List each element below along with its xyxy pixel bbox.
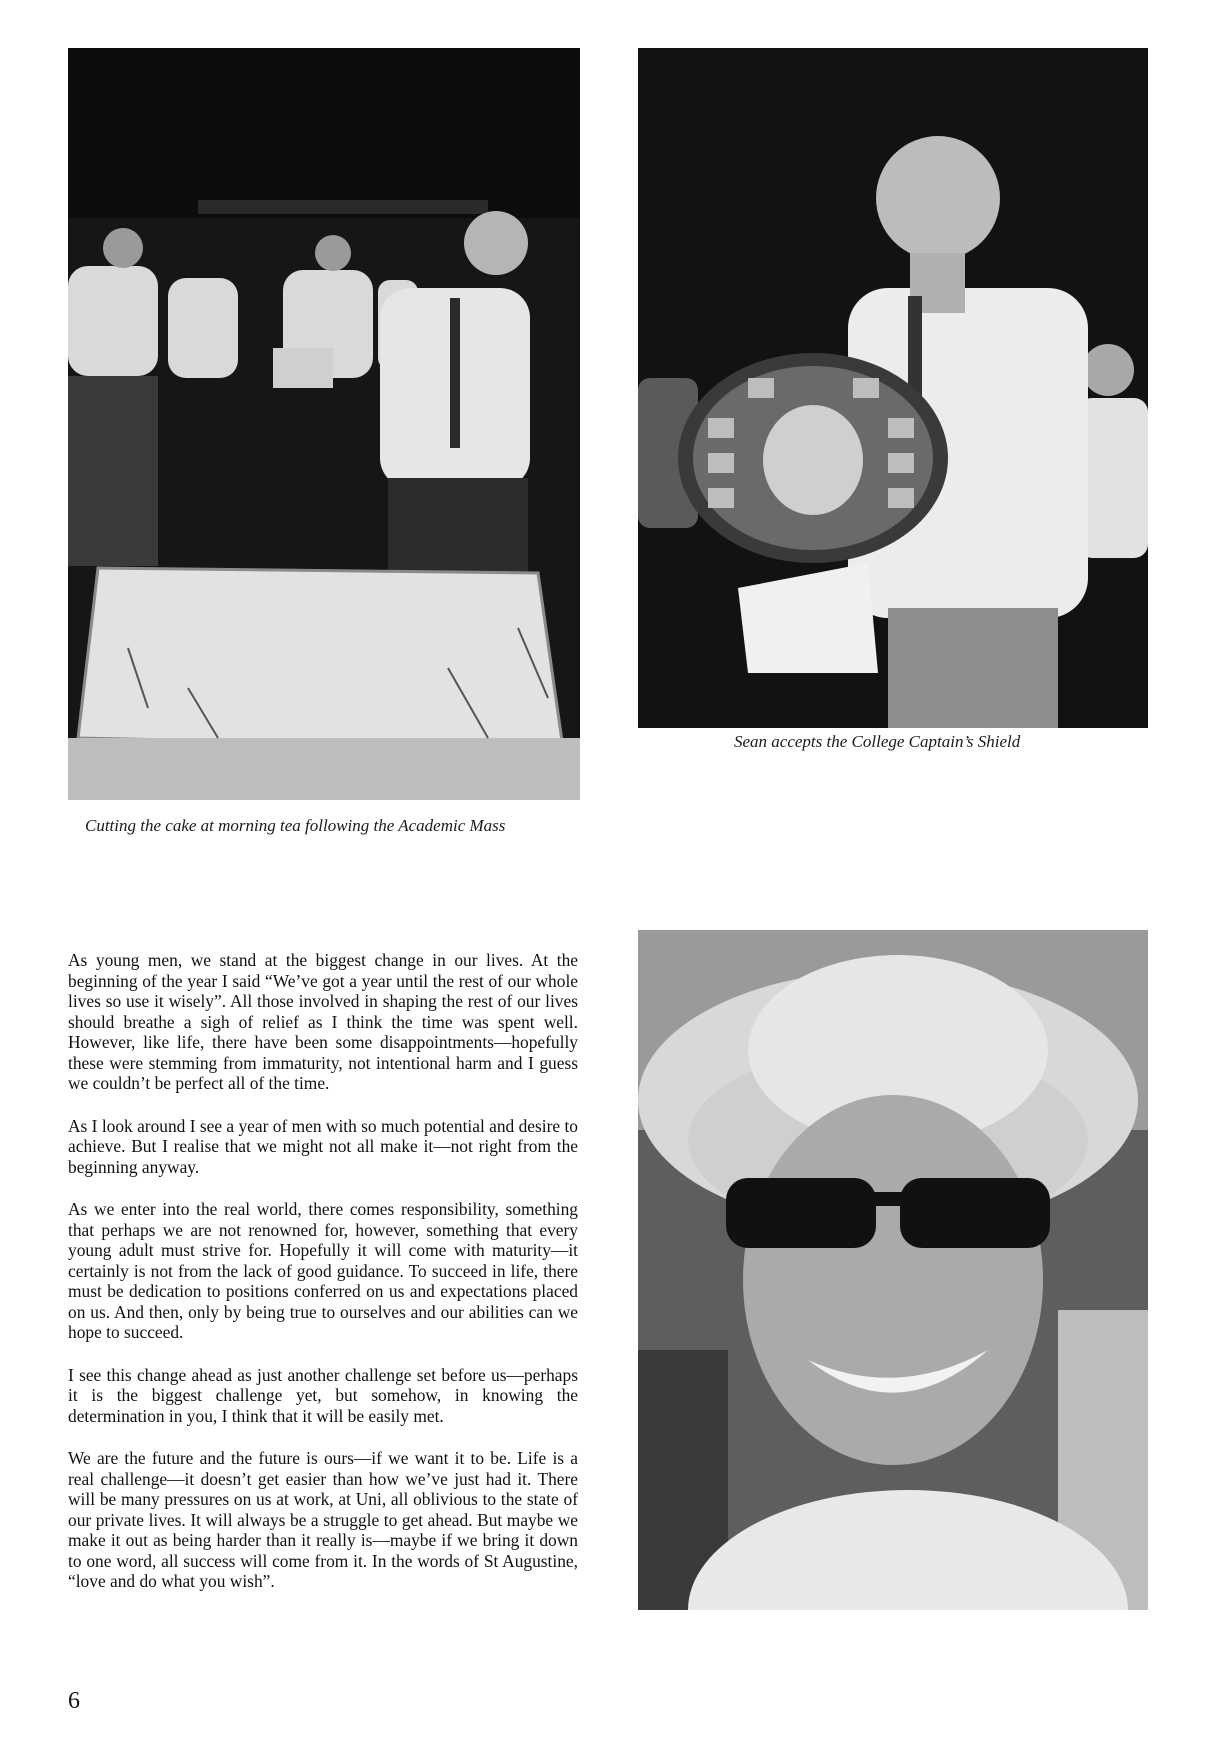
cake-cutting-photo	[68, 48, 580, 800]
portrait-photo	[638, 930, 1148, 1610]
article-paragraph-1: As young men, we stand at the biggest change in our lives. At the beginning of the year I said “We’ve got a year until the rest of our whole lives so use it wisely”. All those involved in shaping the rest of our lives should breathe a sigh of relief as I think the time was spent well. However, like life, there have been some disappointments—hopefully these were stemming from immaturity, not intentional harm and I guess we couldn’t be perfect all of the time.	[68, 950, 578, 1093]
shield-photo	[638, 48, 1148, 728]
shield-photo-caption: Sean accepts the College Captain’s Shield	[734, 732, 1021, 751]
article-paragraph-4: I see this change ahead as just another challenge set before us—perhaps it is the biggest challenge yet, but somehow, in knowing the determination in you, I think that it will be easily met.	[68, 1364, 578, 1426]
article-paragraph-2: As I look around I see a year of men with so much potential and desire to achieve. But I realise that we might not all make it—not right from the beginning anyway.	[68, 1115, 578, 1177]
article-paragraph-5: We are the future and the future is ours—if we want it to be. Life is a real challenge—it doesn’t get easier than how we’ve just had it. There will be many pressures on us at work, at Uni, all oblivious to the state of our private lives. It will always be a struggle to get ahead. But maybe we make it out as being harder than it really is—maybe if we bring it down to one word, all success will come from it. In the words of St Augustine, “love and do what you wish”.	[68, 1448, 578, 1591]
page-number: 6	[68, 1688, 80, 1714]
article-paragraph-3: As we enter into the real world, there comes responsibility, something that perhaps we are not renowned for, however, something that every young adult must strive for. Hopefully it will come with maturity—it certainly is not from the lack of good guidance. To succeed in life, there must be dedication to positions conferred on us and expectations placed on us. And then, only by being true to ourselves and our abilities can we hope to succeed.	[68, 1199, 578, 1342]
cake-photo-caption: Cutting the cake at morning tea following the Academic Mass	[85, 816, 506, 835]
article-body	[68, 950, 578, 1614]
